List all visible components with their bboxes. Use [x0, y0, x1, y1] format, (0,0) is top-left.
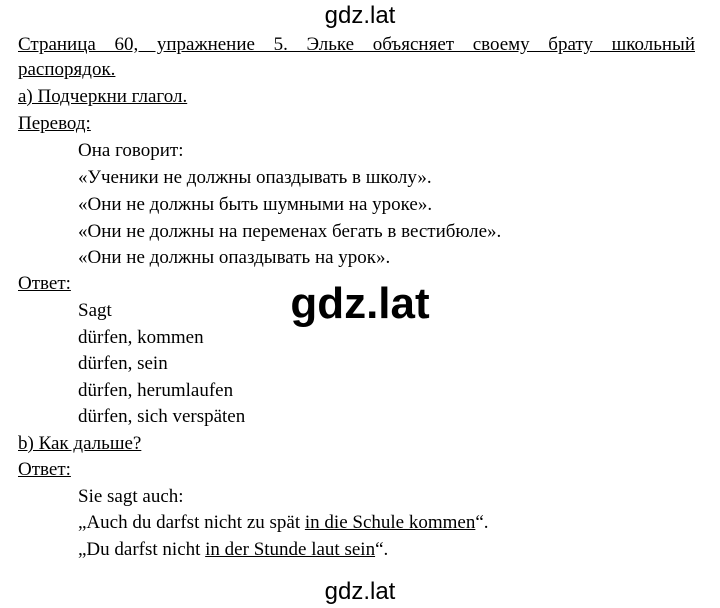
translation-label: Перевод: [18, 113, 91, 134]
answer-b-line3-before: „Du darfst nicht [78, 539, 206, 560]
answer-b-line3-after: “. [375, 539, 389, 560]
answer-b-line2-after: “. [475, 512, 489, 533]
exercise-header [18, 33, 695, 57]
exercise-header-line1: Страница 60, упражнение 5. Эльке объясняет своему брату школьный [18, 34, 695, 55]
answer-line: dürfen, sein [78, 353, 168, 374]
answer-b-line3 [78, 538, 388, 562]
answer-b-line2-underlined: in die Schule kommen [304, 512, 476, 533]
answer-line: Sagt [78, 300, 112, 321]
translation-line: «Они не должны на переменах бегать в вестибюле». [78, 221, 502, 242]
part-b-title: b) Как дальше? [18, 433, 142, 454]
answer-label-a: Ответ: [18, 273, 71, 294]
watermark-middle: gdz.lat [290, 279, 430, 328]
part-a-title: a) Подчеркни глагол. [18, 86, 188, 107]
answer-b-line2-before: „Auch du darfst nicht zu spät [78, 512, 305, 533]
answer-line: dürfen, sich verspäten [78, 406, 246, 427]
translation-line: «Ученики не должны опаздывать в школу». [78, 167, 432, 188]
translation-line: «Они не должны опаздывать на урок». [78, 247, 391, 268]
answer-label-b: Ответ: [18, 459, 71, 480]
answer-line: dürfen, kommen [78, 327, 204, 348]
answer-b-line2 [78, 511, 489, 535]
answer-line: dürfen, herumlaufen [78, 380, 234, 401]
exercise-header-line2: распорядок. [18, 59, 116, 80]
watermark-bottom: gdz.lat [324, 578, 396, 605]
translation-line: Она говорит: [78, 140, 184, 161]
translation-line: «Они не должны быть шумными на уроке». [78, 194, 433, 215]
watermark-top: gdz.lat [324, 2, 396, 29]
answer-b-line1: Sie sagt auch: [78, 486, 184, 507]
answer-b-line3-underlined: in der Stunde laut sein [205, 539, 376, 560]
